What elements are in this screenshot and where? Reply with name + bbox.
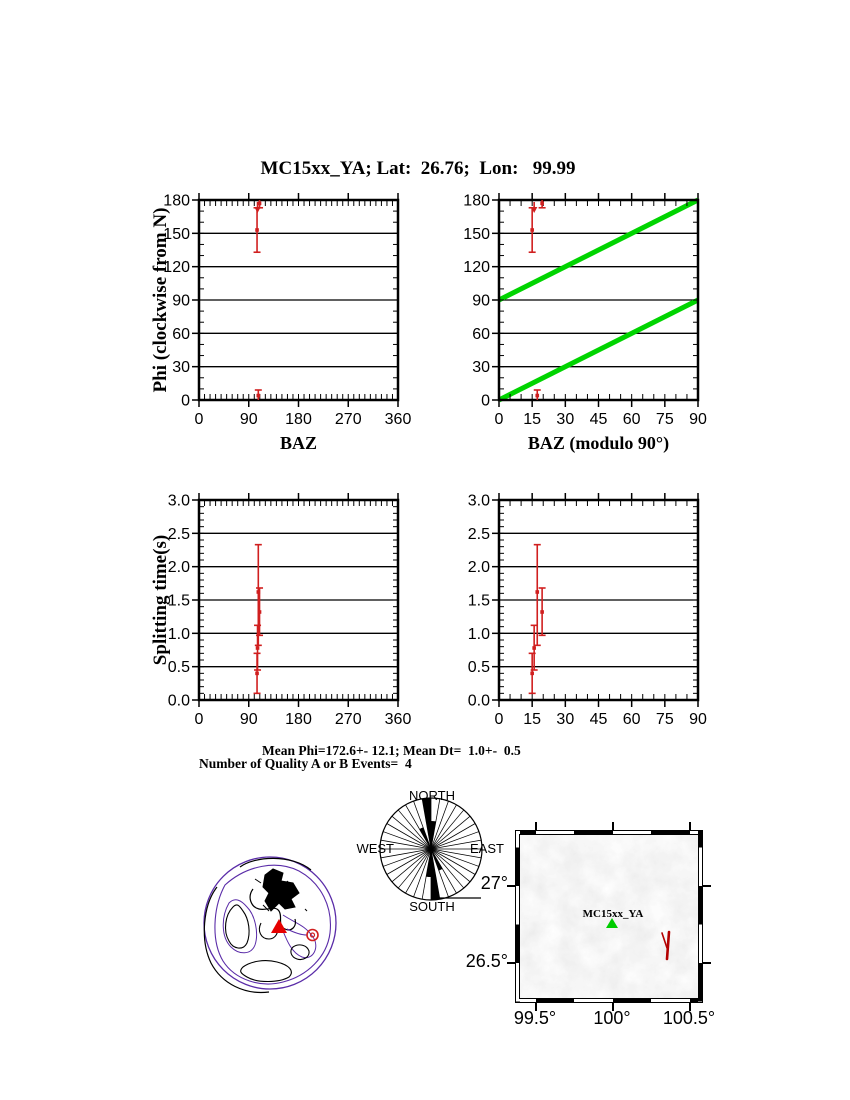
error-bar <box>539 588 546 635</box>
rose-label-west: WEST <box>356 841 394 856</box>
data-point <box>530 672 534 676</box>
y-tick-label: 0.0 <box>467 692 490 710</box>
x-tick-label: 180 <box>285 711 312 728</box>
coastline-eurasia <box>263 869 299 911</box>
event-location-icon <box>307 930 318 941</box>
mean-stats-line: Mean Phi=172.6+- 12.1; Mean Dt= 1.0+- 0.5 <box>262 743 521 758</box>
reference-line <box>499 300 698 400</box>
x-tick-label: 0 <box>494 411 504 428</box>
rose-label-east: EAST <box>470 841 504 856</box>
plot-frame <box>199 500 398 700</box>
y-tick-label: 30 <box>172 359 190 377</box>
x-tick-label: 90 <box>239 711 258 728</box>
y-tick-label: 3.0 <box>467 492 490 510</box>
error-bar <box>256 588 263 635</box>
regional-map <box>515 830 703 1003</box>
data-point <box>258 202 262 206</box>
y-tick-label: 90 <box>172 292 190 310</box>
y-tick-label: 150 <box>163 225 190 243</box>
x-tick-label: 90 <box>689 711 707 728</box>
data-point <box>256 646 260 650</box>
x-tick-label: 30 <box>556 411 575 428</box>
coastline-africa <box>226 905 250 948</box>
x-tick-label: 270 <box>334 711 362 728</box>
splitting-vector <box>667 932 669 959</box>
map-tick <box>535 822 537 830</box>
y-tick-label: 2.0 <box>167 559 190 577</box>
lon-tick-label: 100° <box>593 1008 631 1028</box>
y-tick-label: 0.5 <box>467 659 490 677</box>
x-axis-label: BAZ (modulo 90°) <box>527 433 670 453</box>
plot-frame <box>499 200 698 400</box>
y-tick-label: 1.5 <box>167 592 190 610</box>
x-tick-label: 0 <box>194 411 204 428</box>
plot-frame <box>499 500 698 700</box>
y-axis-label: Splitting time(s) <box>150 534 171 666</box>
data-point <box>540 610 544 614</box>
error-bar <box>254 208 261 252</box>
x-tick-label: 75 <box>655 411 674 428</box>
x-tick-label: 90 <box>239 411 258 428</box>
map-tick <box>703 962 711 964</box>
y-tick-label: 0 <box>481 392 490 410</box>
map-tick <box>507 962 515 964</box>
arrow-marker <box>531 207 537 213</box>
error-bar <box>254 202 260 213</box>
error-bar <box>529 208 536 252</box>
phi-vs-baz-mod90-plot <box>463 193 707 455</box>
lat-tick-label: 26.5° <box>465 951 508 971</box>
data-point <box>535 394 539 398</box>
y-tick-label: 180 <box>463 192 490 210</box>
x-tick-label: 15 <box>523 711 542 728</box>
world-map-globe <box>195 845 355 1005</box>
x-tick-label: 15 <box>523 411 542 428</box>
error-bar <box>254 653 261 693</box>
y-tick-label: 180 <box>163 192 190 210</box>
error-bar <box>539 200 546 208</box>
error-bar <box>256 200 263 208</box>
station-label: MC15xx_YA <box>582 908 644 920</box>
data-point <box>255 672 259 676</box>
x-tick-label: 60 <box>622 411 641 428</box>
data-point <box>540 202 544 206</box>
x-tick-label: 45 <box>589 711 608 728</box>
y-tick-label: 0.0 <box>167 692 190 710</box>
map-tick <box>507 885 515 887</box>
y-tick-label: 120 <box>463 259 490 277</box>
plate-boundary-path <box>223 900 256 953</box>
x-tick-label: 30 <box>556 711 575 728</box>
splitting-vector <box>662 933 667 948</box>
lat-tick-label: 27° <box>480 873 508 893</box>
y-tick-label: 90 <box>472 292 490 310</box>
y-tick-label: 30 <box>472 359 490 377</box>
error-bar <box>534 545 541 646</box>
x-tick-label: 360 <box>384 711 412 728</box>
lon-tick-label: 99.5° <box>513 1008 557 1028</box>
x-tick-label: 270 <box>334 411 362 428</box>
x-tick-label: 90 <box>689 411 707 428</box>
y-axis-label: Phi (clockwise from N) <box>150 207 171 393</box>
x-tick-label: 75 <box>655 711 674 728</box>
y-tick-label: 1.5 <box>467 592 490 610</box>
phi-vs-baz-plot <box>150 193 411 454</box>
y-tick-label: 2.5 <box>167 525 190 543</box>
x-tick-label: 45 <box>589 411 608 428</box>
y-tick-label: 0.5 <box>167 659 190 677</box>
splitting-vectors-layer <box>516 831 704 1004</box>
coastline-australia <box>291 945 309 960</box>
figure-title: MC15xx_YA; Lat: 26.76; Lon: 99.99 <box>260 158 576 179</box>
x-tick-label: 60 <box>622 711 641 728</box>
map-tick <box>612 822 614 830</box>
event-path-line <box>287 929 307 935</box>
y-tick-label: 150 <box>463 225 490 243</box>
y-tick-label: 2.5 <box>467 525 490 543</box>
error-bar <box>255 545 262 646</box>
data-point <box>530 228 534 232</box>
x-tick-label: 360 <box>384 411 412 428</box>
error-bar <box>534 390 541 400</box>
x-tick-label: 180 <box>285 411 312 428</box>
x-axis-label: BAZ <box>279 433 318 453</box>
data-point <box>535 590 539 594</box>
map-tick <box>689 822 691 830</box>
data-point <box>257 590 261 594</box>
rose-label-south: SOUTH <box>409 899 455 914</box>
y-tick-label: 1.0 <box>167 625 190 643</box>
dt-vs-baz-mod90-plot <box>468 493 707 729</box>
data-point <box>255 228 259 232</box>
y-tick-label: 60 <box>472 325 490 343</box>
plot-frame <box>199 200 398 400</box>
x-tick-label: 0 <box>494 711 504 728</box>
error-bar <box>529 653 536 693</box>
error-bar <box>531 625 538 670</box>
globe-rim-coastline <box>204 887 269 992</box>
station-triangle-icon <box>271 919 287 933</box>
x-tick-label: 0 <box>194 711 204 728</box>
lon-tick-label: 100.5° <box>662 1008 716 1028</box>
coastline-antarctica <box>241 961 292 982</box>
data-point <box>258 610 262 614</box>
map-tick <box>703 885 711 887</box>
error-bar <box>255 390 262 400</box>
data-point <box>532 646 536 650</box>
event-count-line: Number of Quality A or B Events= 4 <box>199 756 412 771</box>
y-tick-label: 2.0 <box>467 559 490 577</box>
reference-line <box>499 200 698 300</box>
y-tick-label: 1.0 <box>467 625 490 643</box>
y-tick-label: 0 <box>181 392 190 410</box>
arrow-marker <box>254 207 260 213</box>
error-bar <box>531 202 537 213</box>
y-tick-label: 120 <box>163 259 190 277</box>
y-tick-label: 3.0 <box>167 492 190 510</box>
y-tick-label: 60 <box>172 325 190 343</box>
dt-vs-baz-plot <box>150 493 411 729</box>
rose-label-north: NORTH <box>409 788 455 803</box>
data-point <box>257 394 261 398</box>
error-bar <box>254 625 261 670</box>
